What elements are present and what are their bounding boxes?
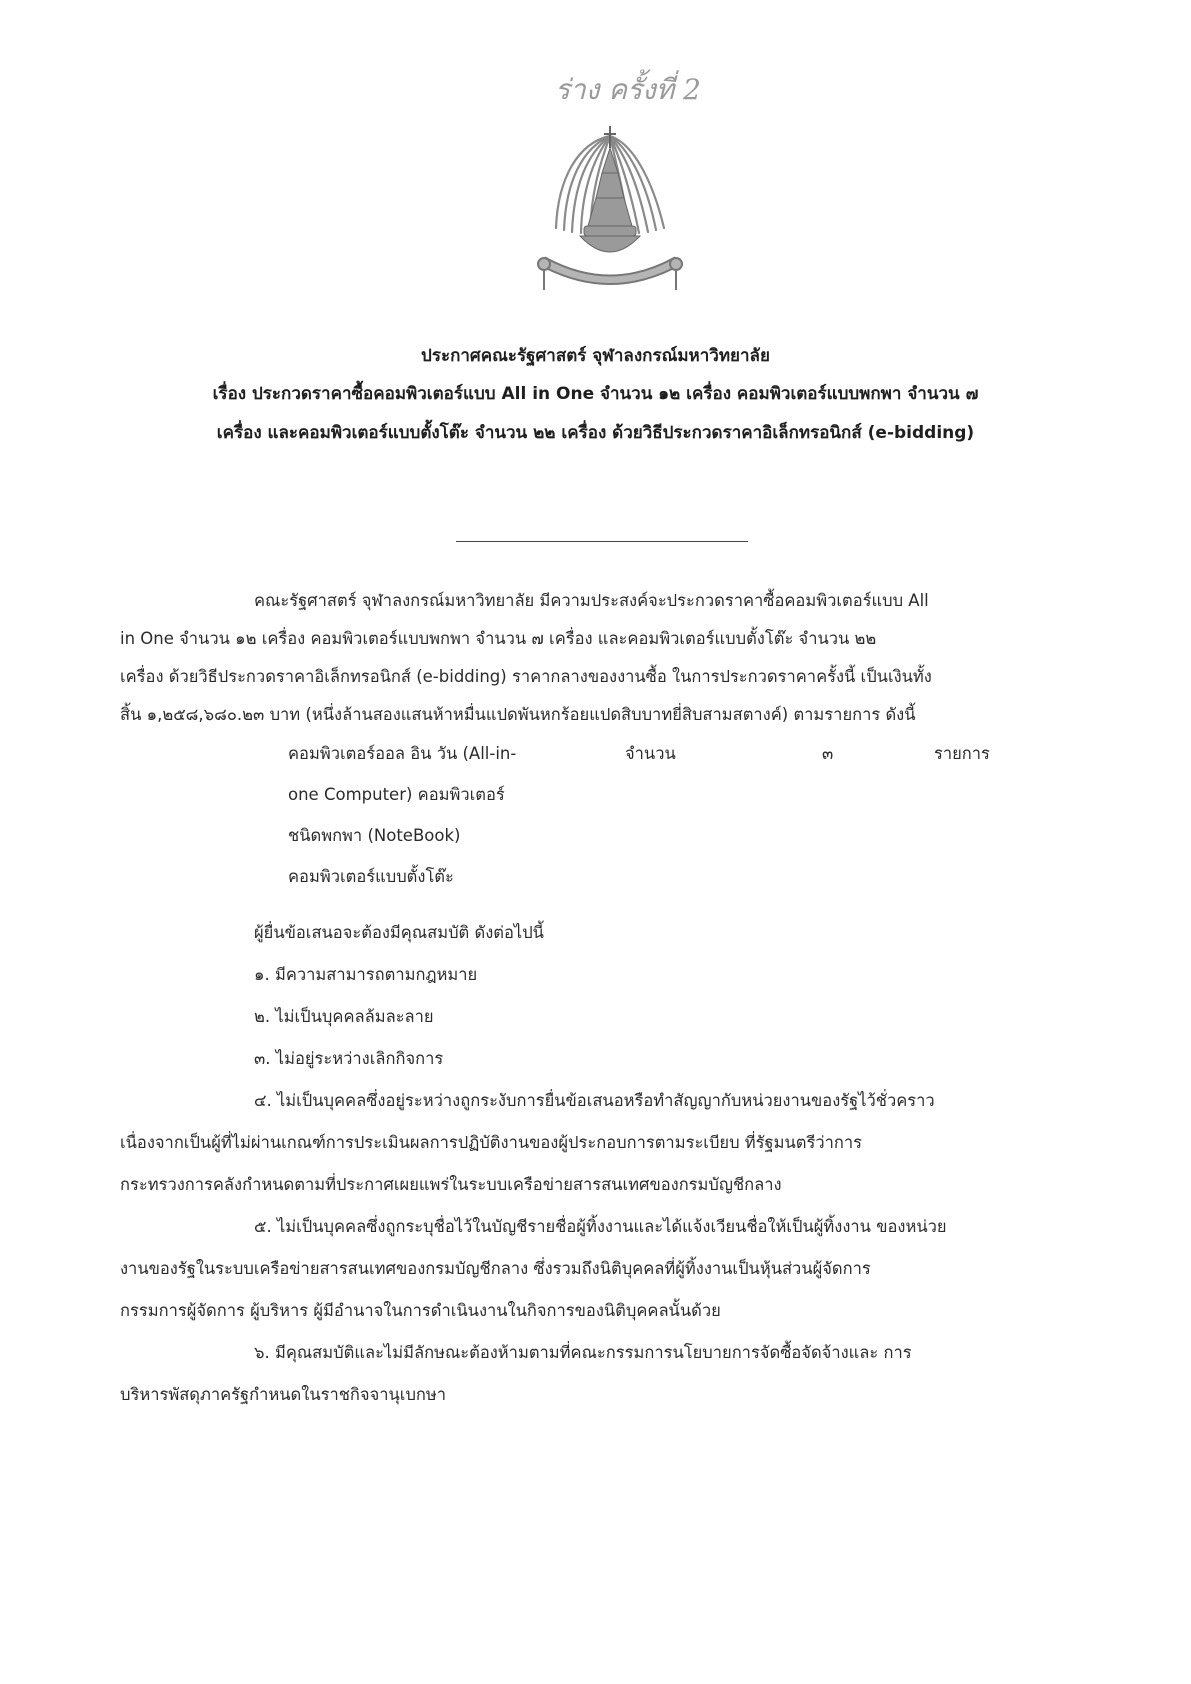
subject-line-1: เรื่อง ประกวดราคาซื้อคอมพิวเตอร์แบบ All in One จำนวน ๑๒ เครื่อง คอมพิวเตอร์แบบพกพา จำนวน ๗ [212,384,979,404]
intro-line-1: คณะรัฐศาสตร์ จุฬาลงกรณ์มหาวิทยาลัย มีความประสงค์จะประกวดราคาซื้อคอมพิวเตอร์แบบ All [254,591,929,610]
subject-line-2: เครื่อง และคอมพิวเตอร์แบบตั้งโต๊ะ จำนวน ๒๒ เครื่อง ด้วยวิธีประกวดราคาอิเล็กทรอนิกส์ (e-bidding) [216,423,975,443]
item-line-3: ชนิดพกพา (NoteBook) [288,826,461,845]
qualification-4-line-2: เนื่องจากเป็นผู้ที่ไม่ผ่านเกณฑ์การประเมินผลการปฏิบัติงานของผู้ประกอบการตามระเบียบ ที่รัฐมนตรีว่าการ [120,1133,863,1152]
qualification-3: ๓. ไม่อยู่ระหว่างเลิกกิจการ [254,1049,444,1068]
item-line-4: คอมพิวเตอร์แบบตั้งโต๊ะ [288,867,454,886]
qualification-5-line-1: ๕. ไม่เป็นบุคคลซึ่งถูกระบุชื่อไว้ในบัญชีรายชื่อผู้ทิ้งงานและได้แจ้งเวียนชื่อให้เป็นผู้ทิ้งงาน ของหน่วย [254,1217,947,1236]
handwritten-note: ร่าง ครั้งที่ 2 [555,73,701,106]
unit-label: รายการ [934,744,990,763]
qualification-6-line-1: ๖. มีคุณสมบัติและไม่มีลักษณะต้องห้ามตามที่คณะกรรมการนโยบายการจัดซื้อจัดจ้างและ การ [254,1343,912,1362]
quantity-label: จำนวน [625,744,676,763]
university-emblem-icon [528,118,693,303]
intro-line-3: เครื่อง ด้วยวิธีประกวดราคาอิเล็กทรอนิกส์ (e-bidding) ราคากลางของงานซื้อ ในการประกวดราคาครั้งนี้ เป็นเงินทั้ง [120,667,932,686]
qualification-5-line-3: กรรมการผู้จัดการ ผู้บริหาร ผู้มีอำนาจในการดำเนินงานในกิจการของนิติบุคคลนั้นด้วย [120,1301,721,1320]
qualification-5-line-2: งานของรัฐในระบบเครือข่ายสารสนเทศของกรมบัญชีกลาง ซึ่งรวมถึงนิติบุคคลที่ผู้ทิ้งงานเป็นหุ้นส่วนผู้จัดการ [120,1259,871,1278]
item-line-2: one Computer) คอมพิวเตอร์ [288,785,505,804]
quantity-value: ๓ [822,744,834,763]
qualification-4-line-1: ๔. ไม่เป็นบุคคลซึ่งอยู่ระหว่างถูกระงับการยื่นข้อเสนอหรือทำสัญญากับหน่วยงานของรัฐไว้ชั่วคราว [254,1091,935,1110]
qualification-1: ๑. มีความสามารถตามกฎหมาย [254,965,478,984]
qualifications-heading: ผู้ยื่นข้อเสนอจะต้องมีคุณสมบัติ ดังต่อไปนี้ [254,923,544,942]
announcement-title: ประกาศคณะรัฐศาสตร์ จุฬาลงกรณ์มหาวิทยาลัย [421,346,770,366]
intro-line-2: in One จำนวน ๑๒ เครื่อง คอมพิวเตอร์แบบพกพา จำนวน ๗ เครื่อง และคอมพิวเตอร์แบบตั้งโต๊ะ จำนวน ๒๒ [120,629,877,648]
intro-line-4: สิ้น ๑,๒๕๘,๖๘๐.๒๓ บาท (หนึ่งล้านสองแสนห้าหมื่นแปดพันหกร้อยแปดสิบบาทยี่สิบสามสตางค์) ตามรายการ ดังนี้ [120,705,916,724]
title-divider [456,541,748,542]
qualification-2: ๒. ไม่เป็นบุคคลล้มละลาย [254,1007,434,1026]
qualification-4-line-3: กระทรวงการคลังกำหนดตามที่ประกาศเผยแพร่ในระบบเครือข่ายสารสนเทศของกรมบัญชีกลาง [120,1175,782,1194]
item-line-1: คอมพิวเตอร์ออล อิน วัน (All-in- [288,744,517,763]
qualification-6-line-2: บริหารพัสดุภาครัฐกำหนดในราชกิจจานุเบกษา [120,1385,447,1404]
